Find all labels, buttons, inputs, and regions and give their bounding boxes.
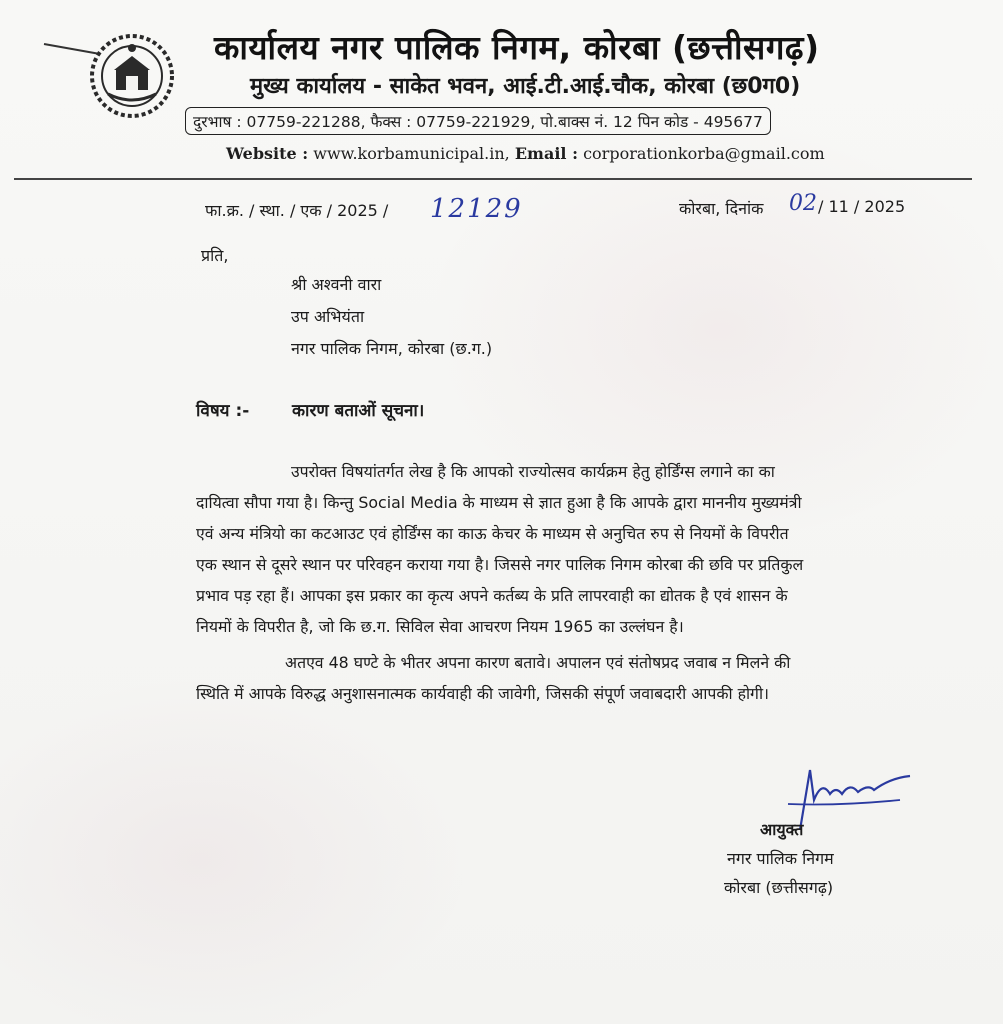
office-title: कार्यालय नगर पालिक निगम, कोरबा (छत्तीसगढ़) [214,28,820,67]
body-line: नियमों के विपरीत है, जो कि छ.ग. सिविल सेवा आचरण नियम 1965 का उल्लंघन है। [196,617,684,636]
recipient-name: श्री अश्वनी वारा [291,275,382,294]
email-label: Email : [514,144,578,163]
date-day-handwritten: 02 [789,191,817,216]
subject-text: कारण बताओं सूचना। [292,401,425,421]
website-label: Website : [226,144,309,163]
municipal-emblem-icon [86,30,178,122]
place-date-label: कोरबा, दिनांक [679,199,764,218]
body-line: प्रभाव पड़ रहा हैं। आपका इस प्रकार का कृत्य अपने कर्तब्य के प्रति लापरवाही का द्योतक है एवं शासन के [196,586,788,605]
contact-box: दुरभाष : 07759-221288, फैक्स : 07759-221929, पो.बाक्स नं. 12 पिन कोड - 495677 [185,107,771,135]
email-address: corporationkorba@gmail.com [583,144,825,163]
body-line: स्थिति में आपके विरुद्ध अनुशासनात्मक कार्यवाही की जावेगी, जिसकी संपूर्ण जवाबदारी आपकी होगी। [196,684,770,703]
signatory-title: आयुक्त [760,820,804,839]
body-line: एक स्थान से दूसरे स्थान पर परिवहन कराया गया है। जिससे नगर पालिक निगम कोरबा की छवि पर प्रतिकुल [196,555,804,574]
website-url: www.korbamunicipal.in, [313,144,510,163]
to-label: प्रति, [201,246,229,265]
recipient-designation: उप अभियंता [291,307,365,326]
office-address: मुख्य कार्यालय - साकेत भवन, आई.टी.आई.चौक, कोरबा (छ0ग0) [250,74,801,99]
body-line: एवं अन्य मंत्रियो का कटआउट एवं होर्डिंग्स का काऊ केचर के माध्यम से अनुचित रुप से नियमों के विपरीत [196,524,789,543]
signatory-office: नगर पालिक निगम [727,849,834,868]
body-line: दायित्वा सौपा गया है। किन्तु Social Media के माध्यम से ज्ञात हुआ है कि आपके द्वारा माननीय मुख्यमंत्री [196,493,802,512]
reference-handwritten: 12129 [430,194,523,224]
reference-number: फा.क्र. / स्था. / एक / 2025 / [205,201,389,220]
body-line: उपरोक्त विषयांतर्गत लेख है कि आपको राज्योत्सव कार्यक्रम हेतु होर्डिंग्स लगाने का का [291,462,775,481]
date-month-year: / 11 / 2025 [818,197,906,216]
header-divider [14,178,972,180]
signatory-city: कोरबा (छत्तीसगढ़) [724,878,834,897]
body-line: अतएव 48 घण्टे के भीतर अपना कारण बतावे। अपालन एवं संतोषप्रद जवाब न मिलने की [285,653,791,672]
website-email-line [226,144,825,163]
recipient-office: नगर पालिक निगम, कोरबा (छ.ग.) [291,339,493,358]
subject-label: विषय :- [196,401,250,421]
